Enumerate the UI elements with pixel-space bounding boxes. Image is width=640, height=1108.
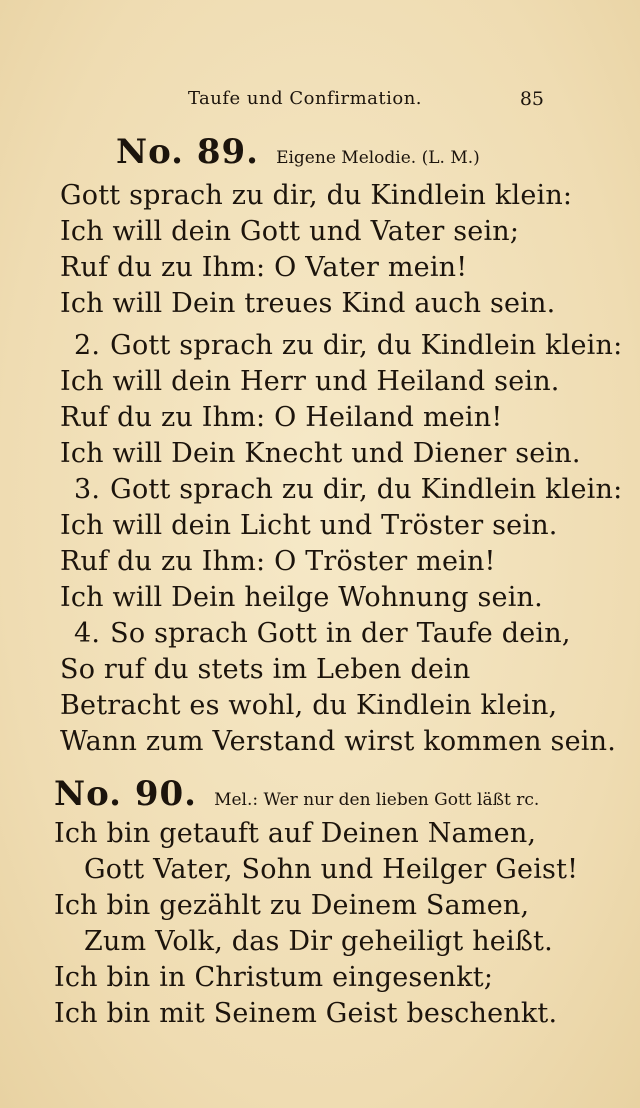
verse-line: Ruf du zu Ihm: O Heiland mein! <box>60 402 503 433</box>
verse-line-numbered <box>60 328 640 364</box>
verse-number: 3. <box>74 474 101 505</box>
verse-number: 4. <box>74 618 101 649</box>
hymn-89-verse-3 <box>0 472 640 616</box>
verse-line: Ich will dein Gott und Vater sein; <box>60 216 520 247</box>
hymn-89-heading <box>0 132 640 172</box>
hymn-89-verse-4 <box>0 616 640 760</box>
verse-line: Ich will Dein treues Kind auch sein. <box>60 288 556 319</box>
hymn-number: No. 90. <box>54 774 197 814</box>
verse-line: Ich will Dein Knecht und Diener sein. <box>60 438 581 469</box>
verse-line: Zum Volk, das Dir geheiligt heißt. <box>84 926 553 957</box>
hymn-number: No. 89. <box>116 132 259 172</box>
hymn-melody: Eigene Melodie. (L. M.) <box>276 148 480 168</box>
page-number: 85 <box>519 88 544 110</box>
hymn-89-verse-2 <box>0 328 640 472</box>
verse-line: Ruf du zu Ihm: O Tröster mein! <box>60 546 496 577</box>
verse-line: Ruf du zu Ihm: O Vater mein! <box>60 252 468 283</box>
verse-line-text: So sprach Gott in der Taufe dein, <box>110 618 571 649</box>
verse-line: Ich bin gezählt zu Deinem Samen, <box>54 890 530 921</box>
verse-line: So ruf du stets im Leben dein <box>60 654 471 685</box>
verse-line: Ich will dein Licht und Tröster sein. <box>60 510 558 541</box>
verse-line: Gott sprach zu dir, du Kindlein klein: <box>60 180 573 211</box>
verse-line: Ich will Dein heilge Wohnung sein. <box>60 582 543 613</box>
hymn-90-verse-1 <box>0 816 640 1032</box>
verse-line-text: Gott sprach zu dir, du Kindlein klein: <box>110 330 623 361</box>
running-title: Taufe und Confirmation. <box>187 88 423 109</box>
verse-line: Ich bin getauft auf Deinen Namen, <box>54 818 537 849</box>
verse-line-text: Gott sprach zu dir, du Kindlein klein: <box>110 474 623 505</box>
verse-number: 2. <box>74 330 101 361</box>
verse-line-numbered <box>60 616 640 652</box>
verse-line: Ich bin mit Seinem Geist beschenkt. <box>54 998 558 1029</box>
hymn-melody: Mel.: Wer nur den lieben Gott läßt rc. <box>214 790 540 810</box>
verse-line-numbered <box>60 472 640 508</box>
verse-line: Gott Vater, Sohn und Heilger Geist! <box>84 854 579 885</box>
running-header <box>0 88 640 114</box>
verse-line: Wann zum Verstand wirst kommen sein. <box>60 726 616 757</box>
hymn-90-heading <box>0 774 640 814</box>
verse-line: Ich will dein Herr und Heiland sein. <box>60 366 560 397</box>
hymn-89-verse-1 <box>0 178 640 322</box>
verse-line: Ich bin in Christum eingesenkt; <box>54 962 494 993</box>
verse-line: Betracht es wohl, du Kindlein klein, <box>60 690 558 721</box>
